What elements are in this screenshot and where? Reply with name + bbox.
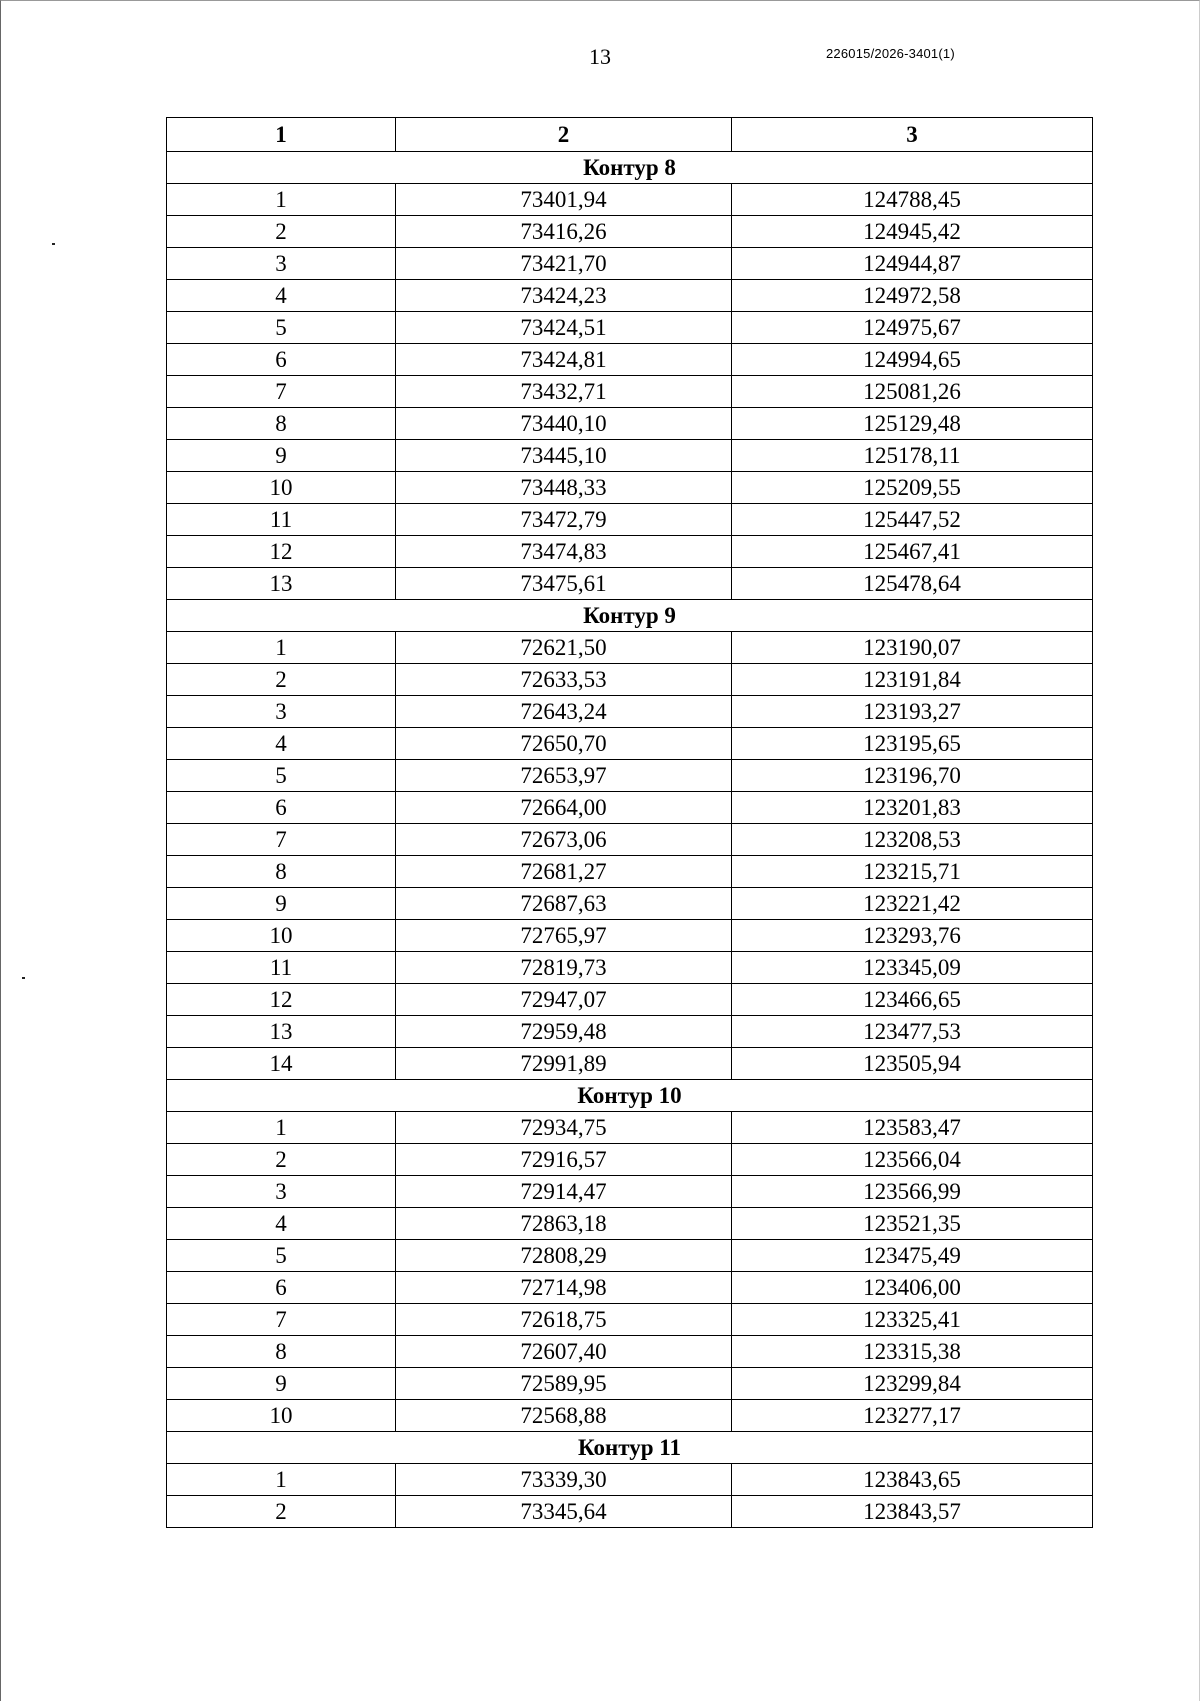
y-coordinate-cell: 123315,38 [732,1336,1093,1368]
y-coordinate-cell: 124945,42 [732,216,1093,248]
point-number-cell: 4 [167,728,396,760]
scan-speck [52,243,55,245]
table-row [167,792,1093,824]
table-header-row [167,118,1093,152]
point-number-cell: 3 [167,248,396,280]
table-row [167,1144,1093,1176]
table-row [167,1272,1093,1304]
y-coordinate-cell: 124994,65 [732,344,1093,376]
point-number-cell: 11 [167,504,396,536]
table-row [167,920,1093,952]
table-row [167,536,1093,568]
table-row [167,1464,1093,1496]
point-number-cell: 1 [167,184,396,216]
table-row [167,632,1093,664]
point-number-cell: 5 [167,312,396,344]
table-row [167,760,1093,792]
point-number-cell: 3 [167,1176,396,1208]
y-coordinate-cell: 123299,84 [732,1368,1093,1400]
x-coordinate-cell: 73416,26 [396,216,732,248]
table-row [167,856,1093,888]
point-number-cell: 8 [167,856,396,888]
y-coordinate-cell: 123843,57 [732,1496,1093,1528]
y-coordinate-cell: 123215,71 [732,856,1093,888]
table-row [167,1208,1093,1240]
section-title: Контур 10 [167,1080,1093,1112]
table-row [167,888,1093,920]
point-number-cell: 4 [167,280,396,312]
y-coordinate-cell: 123191,84 [732,664,1093,696]
table-row [167,1400,1093,1432]
y-coordinate-cell: 125467,41 [732,536,1093,568]
coordinates-table [166,117,1093,1528]
x-coordinate-cell: 72568,88 [396,1400,732,1432]
point-number-cell: 2 [167,216,396,248]
y-coordinate-cell: 123325,41 [732,1304,1093,1336]
point-number-cell: 7 [167,1304,396,1336]
point-number-cell: 9 [167,888,396,920]
x-coordinate-cell: 72916,57 [396,1144,732,1176]
point-number-cell: 13 [167,1016,396,1048]
x-coordinate-cell: 73472,79 [396,504,732,536]
y-coordinate-cell: 123221,42 [732,888,1093,920]
x-coordinate-cell: 73401,94 [396,184,732,216]
point-number-cell: 5 [167,1240,396,1272]
x-coordinate-cell: 72681,27 [396,856,732,888]
y-coordinate-cell: 125178,11 [732,440,1093,472]
y-coordinate-cell: 125478,64 [732,568,1093,600]
y-coordinate-cell: 123201,83 [732,792,1093,824]
x-coordinate-cell: 72633,53 [396,664,732,696]
y-coordinate-cell: 123195,65 [732,728,1093,760]
table-row [167,312,1093,344]
table-row [167,376,1093,408]
point-number-cell: 8 [167,1336,396,1368]
y-coordinate-cell: 123193,27 [732,696,1093,728]
y-coordinate-cell: 123583,47 [732,1112,1093,1144]
y-coordinate-cell: 125447,52 [732,504,1093,536]
table-row [167,1368,1093,1400]
x-coordinate-cell: 72589,95 [396,1368,732,1400]
point-number-cell: 1 [167,632,396,664]
table-row [167,408,1093,440]
y-coordinate-cell: 123190,07 [732,632,1093,664]
x-coordinate-cell: 73345,64 [396,1496,732,1528]
x-coordinate-cell: 72991,89 [396,1048,732,1080]
point-number-cell: 14 [167,1048,396,1080]
y-coordinate-cell: 123521,35 [732,1208,1093,1240]
y-coordinate-cell: 123345,09 [732,952,1093,984]
point-number-cell: 4 [167,1208,396,1240]
x-coordinate-cell: 72947,07 [396,984,732,1016]
table-row [167,728,1093,760]
point-number-cell: 10 [167,472,396,504]
table-row [167,248,1093,280]
point-number-cell: 11 [167,952,396,984]
x-coordinate-cell: 73474,83 [396,536,732,568]
x-coordinate-cell: 73448,33 [396,472,732,504]
section-title-row [167,1080,1093,1112]
x-coordinate-cell: 72765,97 [396,920,732,952]
x-coordinate-cell: 72808,29 [396,1240,732,1272]
point-number-cell: 12 [167,984,396,1016]
table-row [167,1240,1093,1272]
point-number-cell: 7 [167,376,396,408]
x-coordinate-cell: 73424,23 [396,280,732,312]
point-number-cell: 8 [167,408,396,440]
column-header-x: 2 [396,118,732,152]
y-coordinate-cell: 124972,58 [732,280,1093,312]
point-number-cell: 3 [167,696,396,728]
x-coordinate-cell: 72650,70 [396,728,732,760]
column-header-point: 1 [167,118,396,152]
y-coordinate-cell: 123406,00 [732,1272,1093,1304]
point-number-cell: 6 [167,1272,396,1304]
y-coordinate-cell: 124944,87 [732,248,1093,280]
table-row [167,504,1093,536]
point-number-cell: 2 [167,664,396,696]
scan-speck [22,977,25,979]
y-coordinate-cell: 123477,53 [732,1016,1093,1048]
table-row [167,1016,1093,1048]
point-number-cell: 6 [167,344,396,376]
point-number-cell: 12 [167,536,396,568]
x-coordinate-cell: 73421,70 [396,248,732,280]
x-coordinate-cell: 73424,81 [396,344,732,376]
y-coordinate-cell: 123277,17 [732,1400,1093,1432]
table-row [167,472,1093,504]
x-coordinate-cell: 72607,40 [396,1336,732,1368]
table-body [167,152,1093,1528]
table-row [167,664,1093,696]
x-coordinate-cell: 72664,00 [396,792,732,824]
y-coordinate-cell: 123505,94 [732,1048,1093,1080]
y-coordinate-cell: 123208,53 [732,824,1093,856]
y-coordinate-cell: 123293,76 [732,920,1093,952]
section-title: Контур 8 [167,152,1093,184]
x-coordinate-cell: 73424,51 [396,312,732,344]
point-number-cell: 9 [167,1368,396,1400]
table-row [167,1336,1093,1368]
x-coordinate-cell: 73339,30 [396,1464,732,1496]
point-number-cell: 6 [167,792,396,824]
y-coordinate-cell: 123466,65 [732,984,1093,1016]
x-coordinate-cell: 72714,98 [396,1272,732,1304]
y-coordinate-cell: 124975,67 [732,312,1093,344]
point-number-cell: 7 [167,824,396,856]
y-coordinate-cell: 125209,55 [732,472,1093,504]
page-number: 13 [589,44,611,69]
x-coordinate-cell: 72673,06 [396,824,732,856]
x-coordinate-cell: 72621,50 [396,632,732,664]
point-number-cell: 9 [167,440,396,472]
y-coordinate-cell: 123843,65 [732,1464,1093,1496]
x-coordinate-cell: 73432,71 [396,376,732,408]
y-coordinate-cell: 125129,48 [732,408,1093,440]
coordinates-table-container [166,117,1092,1528]
section-title: Контур 9 [167,600,1093,632]
section-title-row [167,1432,1093,1464]
table-row [167,1496,1093,1528]
table-row [167,1176,1093,1208]
point-number-cell: 13 [167,568,396,600]
section-title-row [167,152,1093,184]
y-coordinate-cell: 123566,99 [732,1176,1093,1208]
x-coordinate-cell: 72618,75 [396,1304,732,1336]
x-coordinate-cell: 73475,61 [396,568,732,600]
x-coordinate-cell: 72819,73 [396,952,732,984]
point-number-cell: 2 [167,1144,396,1176]
y-coordinate-cell: 123475,49 [732,1240,1093,1272]
section-title-row [167,600,1093,632]
table-row [167,216,1093,248]
table-row [167,984,1093,1016]
table-row [167,344,1093,376]
x-coordinate-cell: 73440,10 [396,408,732,440]
document-reference: 226015/2026-3401(1) [826,46,955,61]
y-coordinate-cell: 123196,70 [732,760,1093,792]
section-title: Контур 11 [167,1432,1093,1464]
table-row [167,952,1093,984]
table-row [167,184,1093,216]
x-coordinate-cell: 72934,75 [396,1112,732,1144]
column-header-y: 3 [732,118,1093,152]
table-row [167,280,1093,312]
point-number-cell: 5 [167,760,396,792]
table-row [167,568,1093,600]
y-coordinate-cell: 123566,04 [732,1144,1093,1176]
x-coordinate-cell: 72914,47 [396,1176,732,1208]
x-coordinate-cell: 73445,10 [396,440,732,472]
x-coordinate-cell: 72687,63 [396,888,732,920]
point-number-cell: 2 [167,1496,396,1528]
table-row [167,1048,1093,1080]
x-coordinate-cell: 72959,48 [396,1016,732,1048]
x-coordinate-cell: 72653,97 [396,760,732,792]
table-row [167,696,1093,728]
table-row [167,440,1093,472]
point-number-cell: 1 [167,1464,396,1496]
table-row [167,824,1093,856]
x-coordinate-cell: 72643,24 [396,696,732,728]
x-coordinate-cell: 72863,18 [396,1208,732,1240]
table-row [167,1304,1093,1336]
table-row [167,1112,1093,1144]
point-number-cell: 1 [167,1112,396,1144]
point-number-cell: 10 [167,1400,396,1432]
y-coordinate-cell: 125081,26 [732,376,1093,408]
y-coordinate-cell: 124788,45 [732,184,1093,216]
point-number-cell: 10 [167,920,396,952]
